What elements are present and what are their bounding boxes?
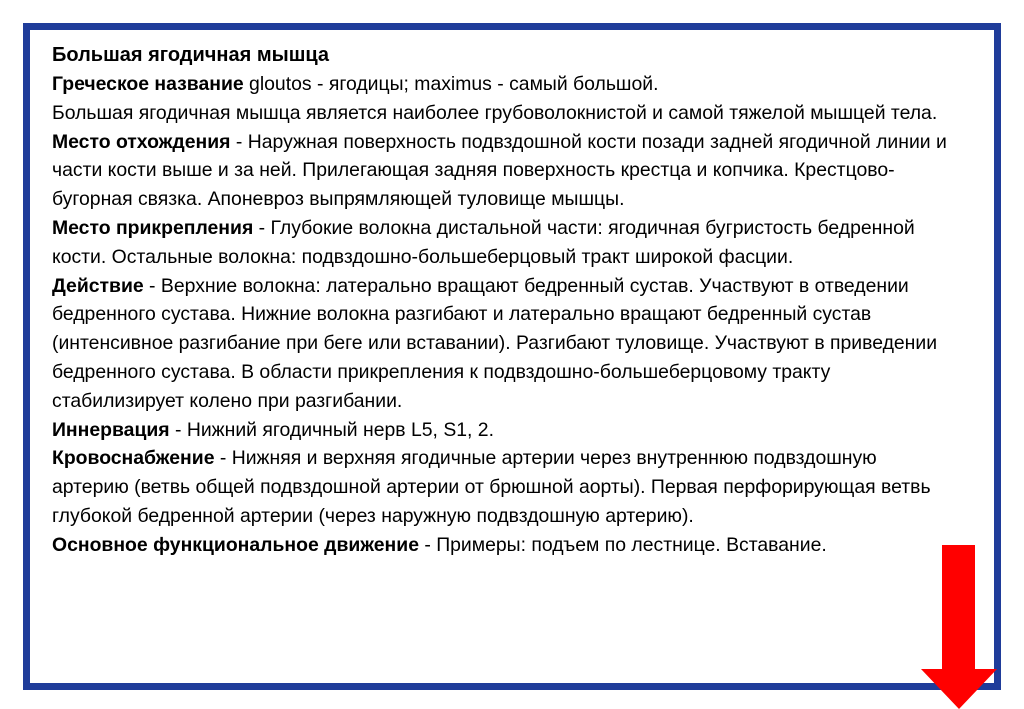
section-text: Большая ягодичная мышца является наиболее грубоволокнистой и самой тяжелой мышцей тела. xyxy=(52,101,938,124)
arrow-down-icon[interactable] xyxy=(921,545,997,709)
section-label: Кровоснабжение xyxy=(52,447,215,470)
section-origin xyxy=(52,128,957,214)
section-text: - Наружная поверхность подвздошной кости позади задней ягодичной линии и части кости выше и за ней. Прилегающая задняя поверхность крестца и копчика. Крестцово-бугорная связка. Апоневроз выпрямляющей туловище мышцы. xyxy=(52,130,947,211)
section-greek-name xyxy=(52,70,957,99)
section-text: - Примеры: подъем по лестнице. Вставание. xyxy=(418,533,827,556)
section-text: - Нижняя и верхняя ягодичные артерии через внутреннюю подвздошную артерию (ветвь общей подвздошной артерии от брюшной аорты). Первая перфорирующая ветвь глубокой бедренной артерии (через наружную подвздошную артерию). xyxy=(52,447,931,527)
section-innervation xyxy=(52,416,957,445)
section-blood-supply xyxy=(52,444,957,530)
slide-content xyxy=(52,40,957,560)
section-label: Основное функциональное движение xyxy=(52,533,419,556)
section-label: Место отхождения xyxy=(52,130,231,153)
section-description xyxy=(52,99,957,128)
section-label: Место прикрепления xyxy=(52,216,254,239)
section-text: - Нижний ягодичный нерв L5, S1, 2. xyxy=(169,418,494,441)
section-text: gloutos - ягодицы; maximus - самый большой. xyxy=(243,73,659,95)
section-label: Греческое название xyxy=(52,73,244,95)
section-label: Иннервация xyxy=(52,418,170,441)
page-title: Большая ягодичная мышца xyxy=(52,44,330,66)
section-label: Действие xyxy=(52,274,144,297)
section-functional-movement xyxy=(52,531,957,560)
section-insertion xyxy=(52,214,957,272)
section-text: - Глубокие волокна дистальной части: ягодичная бугристость бедренной кости. Остальные волокна: подвздошно-большеберцовый тракт широкой фасции. xyxy=(52,216,915,268)
section-action xyxy=(52,272,957,416)
section-text: - Верхние волокна: латерально вращают бедренный сустав. Участвуют в отведении бедренного сустава. Нижние волокна разгибают и латерально вращают бедренный сустав (интенсивное разгибание при беге или вставании). Разгибают туловище. Участвуют в приведении бедренного сустава. В области прикрепления к подвздошно-большеберцовому тракту стабилизирует колено при разгибании. xyxy=(52,274,938,412)
